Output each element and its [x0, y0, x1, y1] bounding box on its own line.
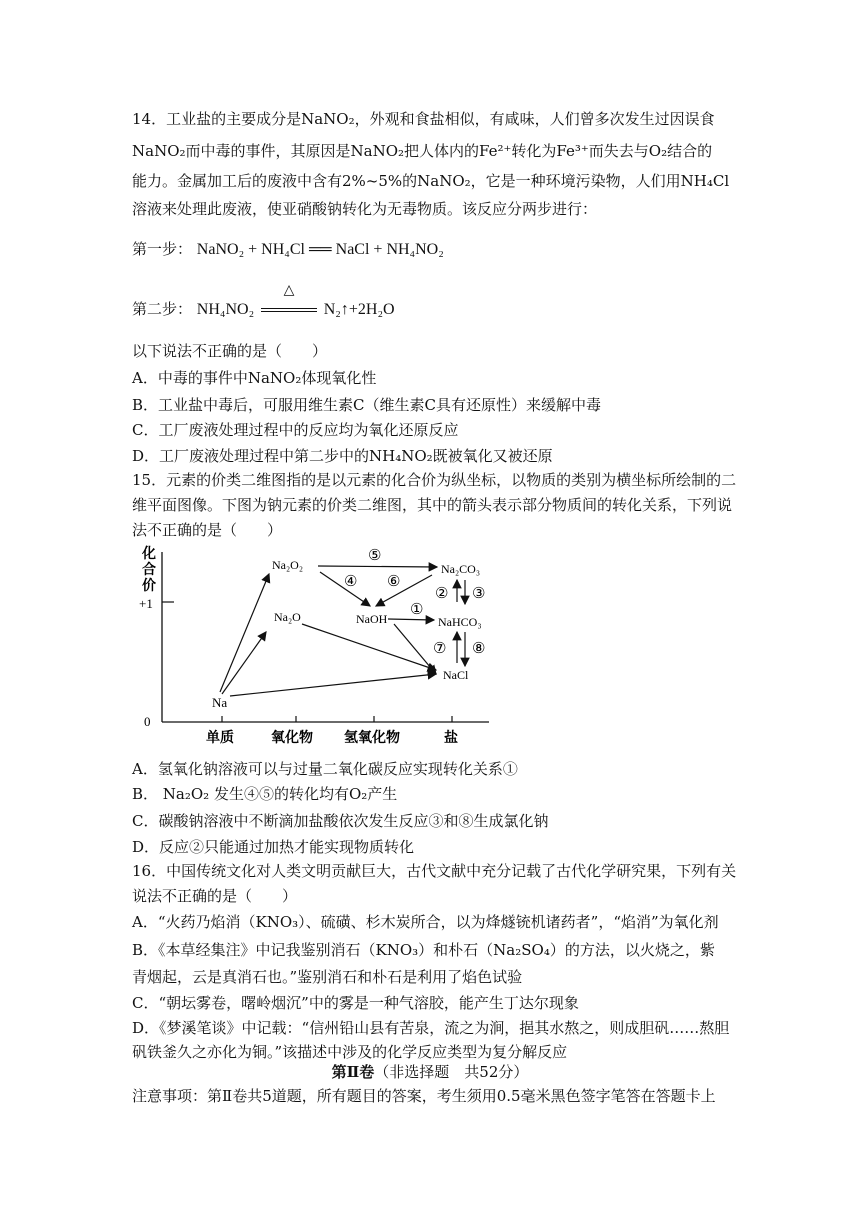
q16-option-c: C．“朝坛雾卷，曙岭烟沉”中的雾是一种气溶胶，能产生丁达尔现象: [132, 994, 579, 1012]
node-na: Na: [212, 695, 228, 710]
q16-option-d-line2: 矾铁釜久之亦化为铜。”该描述中涉及的化学反应类型为复分解反应: [132, 1043, 568, 1061]
q15-option-b: B． Na₂O₂ 发生④⑤的转化均有O₂产生: [132, 785, 398, 803]
label-8: ⑧: [472, 641, 486, 657]
label-6: ⑥: [387, 574, 401, 590]
node-na2co3: Na₂CO₃: [441, 562, 481, 576]
step2-right: N₂↑+2H₂O: [323, 301, 395, 318]
ylabel-char-2: 合: [142, 563, 156, 578]
label-3: ③: [472, 586, 486, 602]
ylabel-char-3: 价: [142, 579, 156, 594]
q14-step1: [132, 238, 444, 259]
label-5: ⑤: [368, 548, 382, 564]
q14-option-b: B．工业盐中毒后，可服用维生素C（维生素C具有还原性）来缓解中毒: [132, 396, 601, 414]
section2-subtitle: （非选择题 共52分）: [374, 1063, 529, 1081]
arrow-6: [376, 575, 432, 606]
q16-option-d-line1: D．《梦溪笔谈》中记载：“信州铅山县有苦泉，流之为涧，挹其水熬之，则成胆矾……熬胆: [132, 1019, 730, 1037]
q16-line2: 说法不正确的是（ ）: [132, 887, 298, 905]
step2-left: NH₄NO₂: [196, 301, 255, 318]
step1-equation: NaNO₂ + NH₄Cl ══ NaCl + NH₄NO₂: [196, 241, 444, 258]
q14-step2: [132, 282, 395, 319]
arrow-na2o-nacl: [302, 624, 436, 670]
step2-arrow: [259, 282, 319, 318]
arrow-naoh-nacl: [394, 624, 436, 674]
heat-symbol: △: [283, 282, 295, 298]
label-7: ⑦: [433, 641, 447, 657]
label-2: ②: [435, 586, 449, 602]
xtick-label-2: 氧化物: [271, 731, 313, 746]
q15-option-d: D．反应②只能通过加热才能实现物质转化: [132, 838, 415, 856]
xtick-label-3: 氢氧化物: [344, 731, 400, 746]
q14-line3: 能力。金属加工后的废液中含有2%~5%的NaNO₂，它是一种环境污染物，人们用NH₄Cl: [132, 172, 730, 190]
q14-line4: 溶液来处理此废液，使亚硝酸钠转化为无毒物质。该反应分两步进行：: [132, 200, 598, 218]
ylabel-char-1: 化: [142, 547, 156, 562]
q14-option-a: A．中毒的事件中NaNO₂体现氧化性: [132, 369, 377, 387]
q15-line3: 法不正确的是（ ）: [132, 521, 283, 539]
q14-line2: NaNO₂而中毒的事件，其原因是NaNO₂把人体内的Fe²⁺转化为Fe³⁺而失去与O₂结合的: [132, 142, 713, 160]
node-na2o: Na₂O: [274, 610, 301, 624]
arrow-na-na2o2: [220, 574, 269, 692]
sodium-valence-diagram: [134, 542, 504, 752]
arrow-na-na2o: [222, 632, 266, 694]
node-naoh: NaOH: [356, 612, 388, 626]
q15-line2: 维平面图像。下图为钠元素的价类二维图，其中的箭头表示部分物质间的转化关系，下列说: [132, 496, 733, 514]
section2-header: [0, 1061, 860, 1082]
q16-line1: 16．中国传统文化对人类文明贡献巨大，古代文献中充分记载了古代化学研究果，下列有关: [132, 862, 737, 880]
q14-option-c: C．工厂废液处理过程中的反应均为氧化还原反应: [132, 421, 459, 439]
arrow-5: [318, 566, 437, 567]
label-4: ④: [344, 574, 358, 590]
xtick-label-1: 单质: [206, 731, 234, 746]
q16-option-a: A．“火药乃焰消（KNO₃）、硫磺、杉木炭所合，以为烽燧铳机诸药者”，“焰消”为氧化剂: [132, 913, 719, 931]
arrow-na-nacl: [230, 674, 436, 696]
q16-option-b-line1: B．《本草经集注》中记我鉴别消石（KNO₃）和朴石（Na₂SO₄）的方法，以火烧之，紫: [132, 941, 715, 959]
q14-option-d: D．工厂废液处理过程中第二步中的NH₄NO₂既被氧化又被还原: [132, 447, 553, 465]
node-na2o2: Na₂O₂: [272, 558, 304, 572]
q15-option-c: C．碳酸钠溶液中不断滴加盐酸依次发生反应③和⑧生成氯化钠: [132, 812, 549, 830]
q14-line1: 14．工业盐的主要成分是NaNO₂，外观和食盐相似，有咸味，人们曾多次发生过因误食: [132, 110, 715, 128]
q14-stem: 以下说法不正确的是（ ）: [132, 342, 328, 360]
xtick-label-4: 盐: [444, 731, 458, 746]
node-nahco3: NaHCO₃: [438, 615, 482, 629]
step2-label: 第二步：: [132, 300, 193, 318]
q16-option-b-line2: 青烟起，云是真消石也。”鉴别消石和朴石是利用了焰色试验: [132, 968, 523, 986]
q15-line1: 15．元素的价类二维图指的是以元素的化合价为纵坐标，以物质的类别为横坐标所绘制的二: [132, 471, 737, 489]
ytick-zero: 0: [144, 714, 151, 729]
node-nacl: NaCl: [443, 668, 469, 682]
ytick-plus1: +1: [139, 596, 153, 611]
label-1: ①: [410, 602, 424, 618]
arrow-1: [388, 619, 434, 620]
q15-option-a: A．氢氧化钠溶液可以与过量二氧化碳反应实现转化关系①: [132, 760, 518, 778]
section2-notice: 注意事项：第Ⅱ卷共5道题，所有题目的答案，考生须用0.5毫米黑色签字笔答在答题卡上: [132, 1087, 716, 1105]
step1-label: 第一步：: [132, 240, 193, 258]
section2-title: 第Ⅱ卷: [331, 1063, 375, 1081]
